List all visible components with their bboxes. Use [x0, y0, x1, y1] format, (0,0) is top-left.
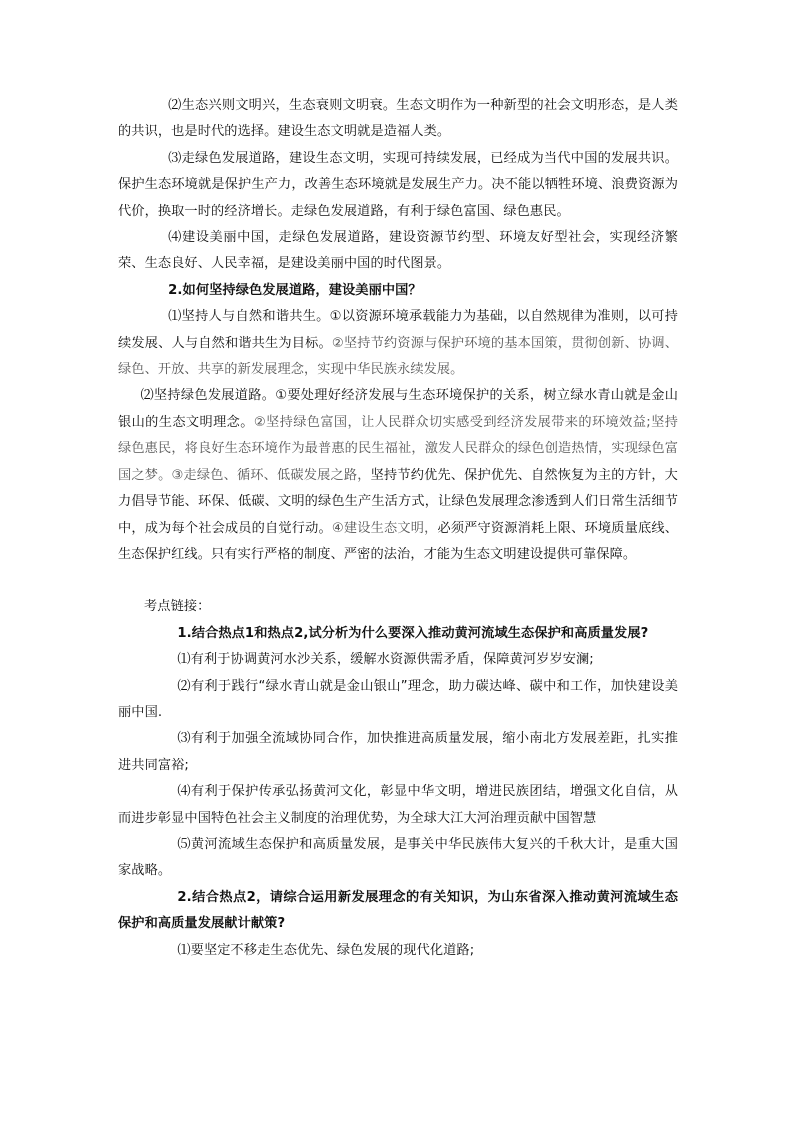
spacer: [118, 568, 678, 594]
text-segment-light: ②坚持节约资源与保护环境的基本国策，贯彻创新、协调、绿色、开放、共享的新发展理念，实现中华民族永续发展。: [118, 335, 678, 378]
answer-1-item-3: ⑶有利于加强全流域协同合作，加快推进高质量发展，缩小南北方发展差距，扎实推进共同富裕;: [118, 731, 678, 773]
text-segment-light: ③走绿色、循环、低碳发展之路，: [171, 467, 371, 483]
paragraph-ecology-civilization: ⑵生态兴则文明兴，生态衰则文明衰。生态文明作为一种新型的社会文明形态，是人类的共识，也是时代的选择。建设生态文明就是造福人类。: [118, 98, 678, 140]
text-segment-light: ②坚持绿色富国，让人民群众切实感受到经济发展带来的环境效益;坚持绿色惠民，将良好生态环境作为最普惠的民生福祉，激发人民群众的绿色创造热情，实现绿色富国之梦。: [118, 414, 678, 483]
text-segment: 坚持节约优先、保护优先、自然恢复为主的方针，大力倡导节能、环保、低碳、文明的绿色生产生活方式，让绿色发展理念渗透到人们日常生活细节中，成为每个社会成员的自觉行动。: [118, 467, 678, 536]
exam-link-label-text: 考点链接：: [144, 599, 211, 615]
answer-1-item-2: ⑵有利于践行“绿水青山就是金山银山”理念，助力碳达峰、碳中和工作，加快建设美丽中国.: [118, 678, 678, 720]
exam-link-label: [118, 594, 678, 620]
answer-1-item-4: ⑷有利于保护传承弘扬黄河文化，彰显中华文明，增进民族团结，增强文化自信，从而进步彰显中国特色社会主义制度的治理优势，为全球大江大河治理贡献中国智慧: [118, 784, 678, 826]
answer-2-item-1: ⑴要坚定不移走生态优先、绿色发展的现代化道路;: [177, 942, 475, 958]
text-segment: 必须严守资源消耗上限、环境质量底线、生态保护红线。只有实行严格的制度、严密的法治，才能为生态文明建设提供可靠保障。: [118, 520, 678, 562]
text-segment-light: ④建设生态文明，: [331, 520, 438, 536]
paragraph-green-development-consensus: ⑶走绿色发展道路，建设生态文明，实现可持续发展，已经成为当代中国的发展共识。保护生态环境就是保护生产力，改善生态环境就是发展生产力。决不能以牺牲环境、浪费资源为代价，换取一时的经济增长。走绿色发展道路，有利于绿色富国、绿色惠民。: [118, 150, 678, 219]
paragraph-harmony-with-nature: [118, 304, 678, 383]
document-body: [118, 93, 678, 964]
paragraph-green-development-path: [118, 383, 678, 568]
answer-1-item-5: ⑸黄河流域生态保护和高质量发展，是事关中华民族伟大复兴的千秋大计，是重大国家战略。: [118, 836, 678, 879]
text-segment: ⑵坚持绿色发展道路。①要处理好经济发展与生态环境保护的关系，树立绿水青山就是金山银山的生态文明理念。: [118, 388, 678, 430]
answer-1-item-1: ⑴有利于协调黄河水沙关系，缓解水资源供需矛盾，保障黄河岁岁安澜;: [177, 652, 594, 668]
text-segment: ⑴坚持人与自然和谐共生。①以资源环境承载能力为基础，以自然规律为准则，以可持续发展、人与自然和谐共生为目标。: [118, 309, 678, 351]
paragraph-beautiful-china-vision: ⑷建设美丽中国，走绿色发展道路，建设资源节约型、环境友好型社会，实现经济繁荣、生态良好、人民幸福，是建设美丽中国的时代图景。: [118, 230, 678, 272]
question-heading-how-to-persist: 2.如何坚持绿色发展道路，建设美丽中国？: [168, 282, 422, 298]
question-2-heading: 2.结合热点2，请综合运用新发展理念的有关知识，为山东省深入推动黄河流域生态保护和高质量发展献计献策?: [118, 889, 678, 932]
question-1-heading: 1.结合热点1和热点2,试分析为什么要深入推动黄河流域生态保护和高质量发展?: [177, 625, 649, 641]
